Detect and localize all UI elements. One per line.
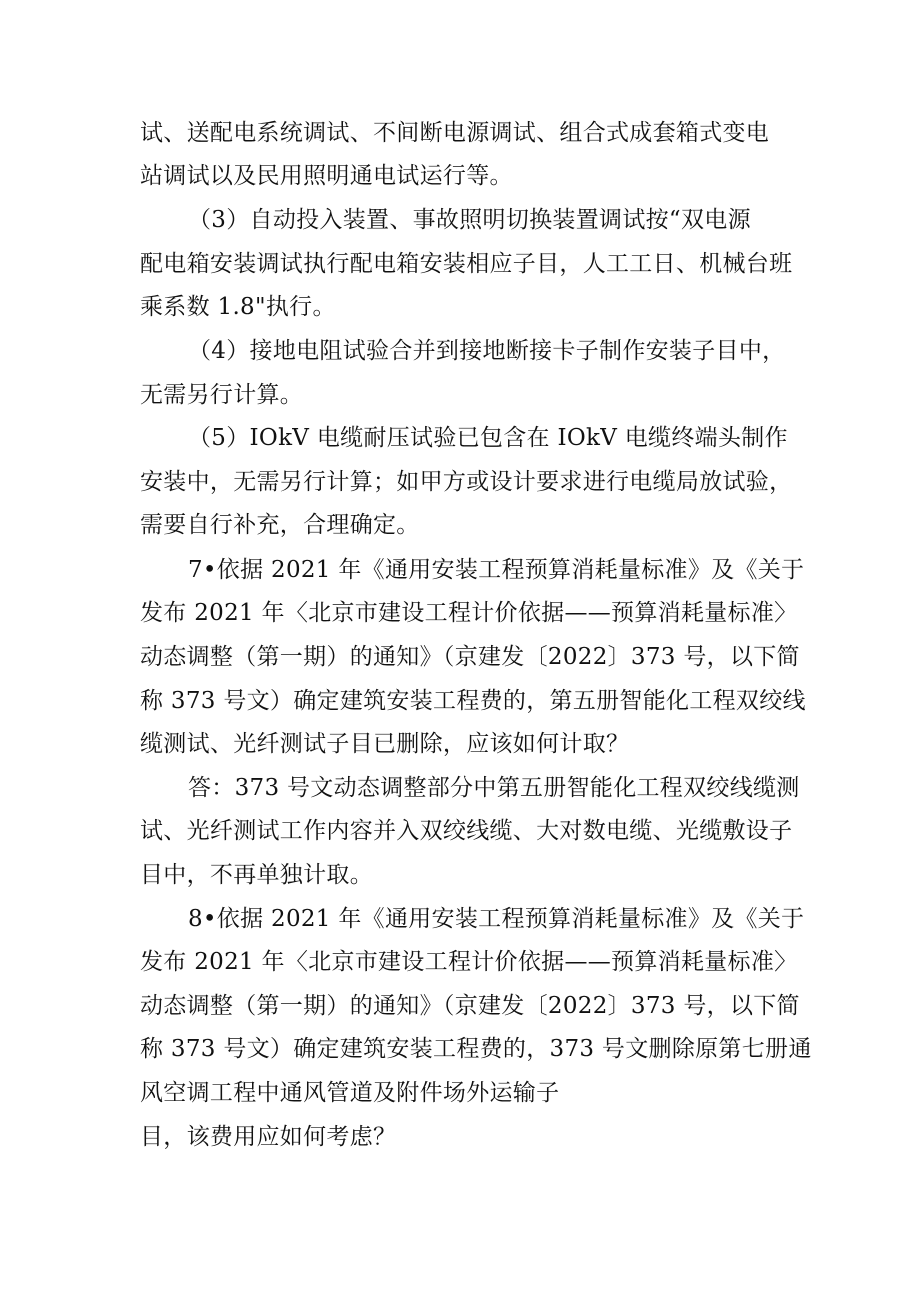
- text-line: 8•依据 2021 年《通用安装工程预算消耗量标准》及《关于: [188, 906, 805, 932]
- text-line: 试、光纤测试工作内容并入双绞线缆、大对数电缆、光缆敷设子: [140, 818, 793, 844]
- text-line: 称 373 号文）确定建筑安装工程费的，373 号文删除原第七册通: [140, 1036, 812, 1062]
- text-line: 安装中，无需另行计算；如甲方或设计要求进行电缆局放试验，: [140, 469, 793, 495]
- text-line: 发布 2021 年〈北京市建设工程计价依据——预算消耗量标准〉: [140, 949, 798, 975]
- text-line: 目，该费用应如何考虑？: [140, 1124, 397, 1150]
- text-line: 7•依据 2021 年《通用安装工程预算消耗量标准》及《关于: [188, 557, 805, 583]
- text-line: 站调试以及民用照明通电试运行等。: [140, 163, 513, 189]
- text-line: （4）接地电阻试验合并到接地断接卡子制作安装子目中，: [188, 338, 786, 364]
- text-line: 无需另行计算。: [140, 382, 304, 408]
- text-line: 动态调整（第一期）的通知》（京建发〔2022〕373 号，以下简: [140, 993, 800, 1019]
- text-line: 目中，不再单独计取。: [140, 862, 373, 888]
- text-line: 动态调整（第一期）的通知》（京建发〔2022〕373 号，以下简: [140, 644, 800, 670]
- text-line: 配电箱安装调试执行配电箱安装相应子目，人工工日、机械台班: [140, 251, 793, 277]
- text-line: 试、送配电系统调试、不间断电源调试、组合式成套箱式变电: [140, 120, 770, 146]
- text-line: （5）IOkV 电缆耐压试验已包含在 IOkV 电缆终端头制作: [188, 425, 788, 451]
- text-line: 答：373 号文动态调整部分中第五册智能化工程双绞线缆测: [188, 775, 800, 801]
- text-line: （3）自动投入装置、事故照明切换装置调试按“双电源: [188, 207, 751, 233]
- text-line: 称 373 号文）确定建筑安装工程费的，第五册智能化工程双绞线: [140, 688, 806, 714]
- text-line: 发布 2021 年〈北京市建设工程计价依据——预算消耗量标准〉: [140, 600, 798, 626]
- text-line: 乘系数 1.8"执行。: [140, 294, 336, 320]
- text-line: 需要自行补充，合理确定。: [140, 512, 420, 538]
- text-line: 缆测试、光纤测试子目已删除，应该如何计取？: [140, 731, 630, 757]
- text-line: 风空调工程中通风管道及附件场外运输子: [140, 1080, 560, 1106]
